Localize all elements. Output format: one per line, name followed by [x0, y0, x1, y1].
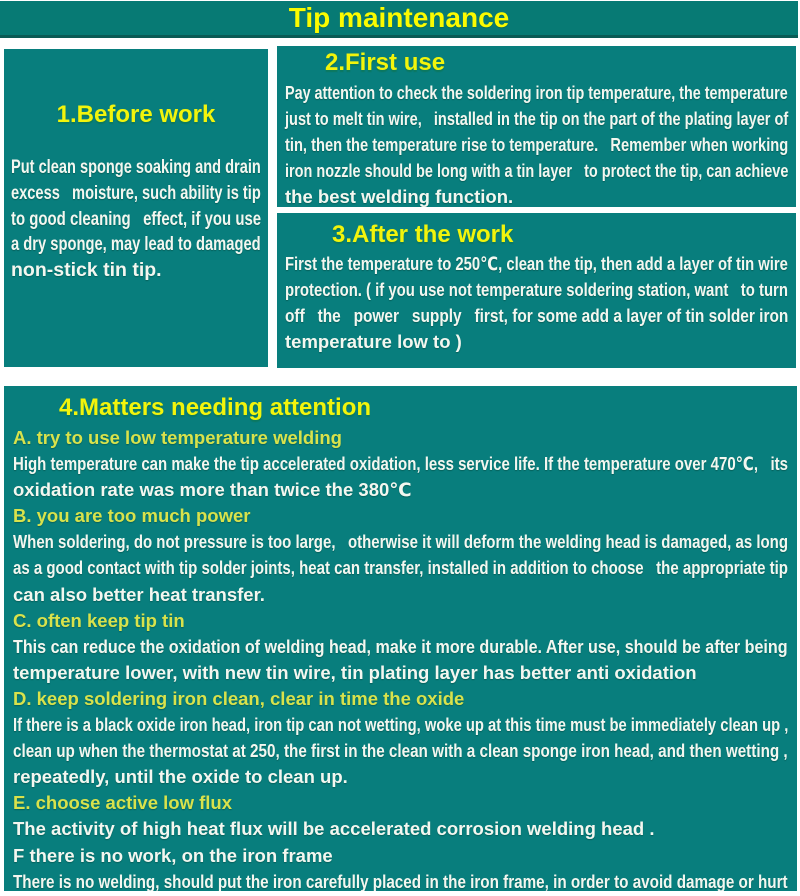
- section-heading-first-use: 2.First use: [325, 49, 446, 76]
- text-line: C. often keep tip tin: [13, 609, 185, 631]
- text-line: E. choose active low flux: [13, 792, 232, 814]
- text-line: the best welding function.: [285, 186, 514, 207]
- page-title: Tip maintenance: [288, 2, 510, 33]
- text-line: D. keep soldering iron clean, clear in time the oxide: [13, 687, 465, 709]
- section-body-first-use: [277, 80, 796, 207]
- text-line: B. you are too much power: [13, 505, 251, 527]
- text-line: protection. ( if you use not temperature soldering station, want to turn: [285, 279, 788, 300]
- text-line: clean up when the thermostat at 250, the first in the clean with a clean sponge iron head, and then wetting ,: [13, 740, 788, 762]
- text-line: to good cleaning effect, if you use: [11, 207, 262, 230]
- title-banner: [0, 1, 798, 38]
- text-line: First the temperature to 250℃, clean the tip, then add a layer of tin wire: [285, 253, 788, 274]
- text-line: temperature low to ): [285, 331, 462, 352]
- text-line: a dry sponge, may lead to damaged: [11, 233, 261, 256]
- section-body-matters: [4, 425, 797, 891]
- text-line: A. try to use low temperature welding: [13, 427, 342, 448]
- text-line: F there is no work, on the iron frame: [13, 844, 333, 866]
- section-heading-after-work: 3.After the work: [332, 221, 514, 248]
- text-line: If there is a black oxide iron head, iron tip can not wetting, woke up at this time must be immediately clean up ,: [13, 714, 789, 736]
- section-body-after-work: [277, 251, 796, 355]
- section-after-work: [277, 213, 796, 368]
- section-heading-matters: 4.Matters needing attention: [59, 394, 372, 421]
- text-line: Put clean sponge soaking and drain: [11, 156, 261, 178]
- text-line: temperature lower, with new tin wire, tin plating layer has better anti oxidation: [13, 661, 697, 683]
- text-line: as a good contact with tip solder joints, heat can transfer, installed in addition to choose the appropriate tip: [13, 557, 788, 579]
- text-line: tin, then the temperature rise to temperature. Remember when working: [285, 134, 789, 155]
- text-line: There is no welding, should put the iron carefully placed in the iron frame, in order to avoid damage or hurt: [13, 870, 788, 891]
- section-heading-before-work: 1.Before work: [56, 101, 216, 128]
- text-line: just to melt tin wire, installed in the tip on the part of the plating layer of: [285, 108, 789, 129]
- section-matters-needing-attention: [4, 386, 797, 891]
- text-line: This can reduce the oxidation of welding head, make it more durable. After use, should be after being: [13, 635, 788, 657]
- text-line: can also better heat transfer.: [13, 583, 265, 605]
- text-line: When soldering, do not pressure is too large, otherwise it will deform the welding head is damaged, as long: [13, 531, 788, 553]
- text-line: iron nozzle should be long with a tin layer to protect the tip, can achieve: [285, 160, 789, 181]
- text-line: non-stick tin tip.: [11, 259, 162, 282]
- section-before-work: [4, 49, 268, 367]
- text-line: Pay attention to check the soldering iron tip temperature, the temperature: [285, 82, 788, 103]
- text-line: excess moisture, such ability is tip: [11, 181, 261, 204]
- section-body-before-work: [4, 155, 268, 284]
- text-line: off the power supply first, for some add a layer of tin solder iron: [285, 305, 789, 326]
- section-first-use: [277, 46, 796, 207]
- text-line: oxidation rate was more than twice the 380℃: [13, 479, 412, 501]
- text-line: repeatedly, until the oxide to clean up.: [13, 766, 348, 788]
- text-line: High temperature can make the tip accelerated oxidation, less service life. If the temperature over 470℃, its: [13, 453, 788, 475]
- text-line: The activity of high heat flux will be accelerated corrosion welding head .: [13, 818, 655, 840]
